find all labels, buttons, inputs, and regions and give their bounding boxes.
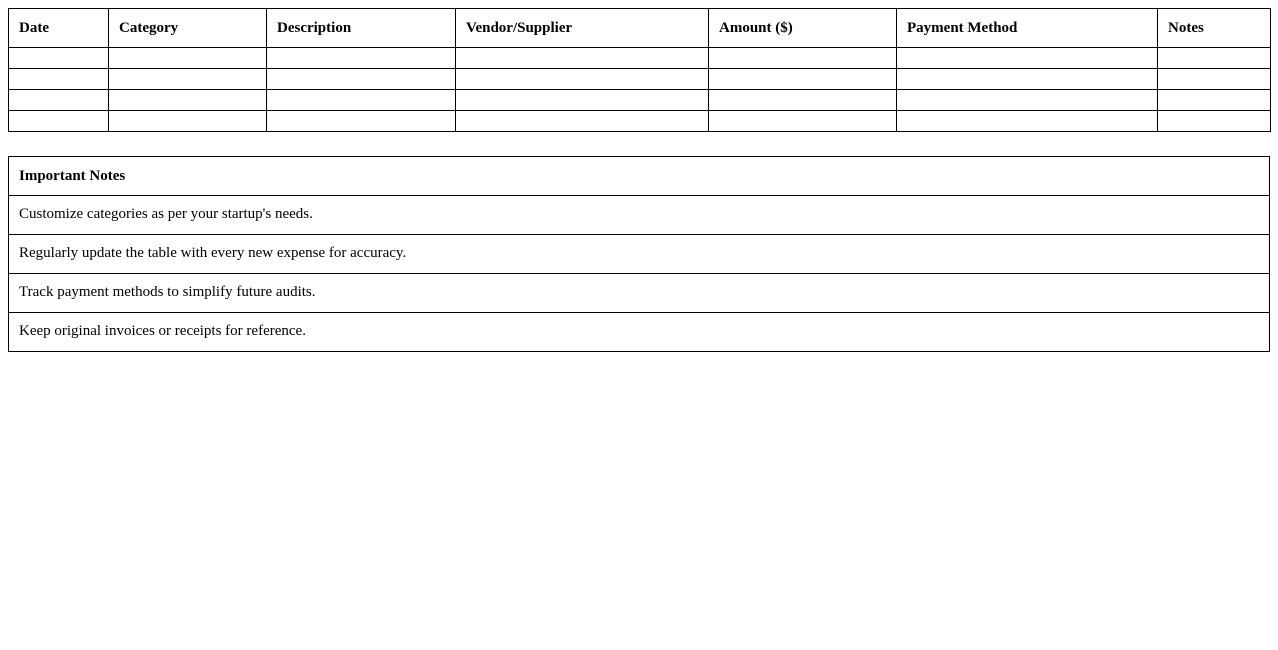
table-row — [9, 69, 1271, 90]
table-row — [9, 48, 1271, 69]
table-cell-notes[interactable] — [1158, 69, 1271, 90]
table-cell-date[interactable] — [9, 69, 109, 90]
table-cell-description[interactable] — [267, 48, 456, 69]
table-cell-description[interactable] — [267, 90, 456, 111]
table-header-row — [9, 9, 1271, 48]
table-cell-payment-method[interactable] — [897, 48, 1158, 69]
note-row — [9, 196, 1270, 235]
column-header-payment-method: Payment Method — [897, 9, 1158, 48]
table-cell-vendor-supplier[interactable] — [456, 69, 709, 90]
important-notes-title: Important Notes — [9, 157, 1270, 196]
table-cell-payment-method[interactable] — [897, 111, 1158, 132]
table-cell-notes[interactable] — [1158, 90, 1271, 111]
note-item: Track payment methods to simplify future audits. — [9, 274, 1270, 313]
table-cell-notes[interactable] — [1158, 48, 1271, 69]
expense-table — [8, 8, 1271, 132]
table-cell-description[interactable] — [267, 69, 456, 90]
table-cell-amount[interactable] — [709, 48, 897, 69]
table-cell-payment-method[interactable] — [897, 90, 1158, 111]
table-cell-payment-method[interactable] — [897, 69, 1158, 90]
table-cell-description[interactable] — [267, 111, 456, 132]
table-row — [9, 111, 1271, 132]
table-cell-amount[interactable] — [709, 111, 897, 132]
note-row — [9, 235, 1270, 274]
column-header-category: Category — [109, 9, 267, 48]
note-row — [9, 274, 1270, 313]
table-cell-vendor-supplier[interactable] — [456, 90, 709, 111]
column-header-description: Description — [267, 9, 456, 48]
column-header-vendor-supplier: Vendor/Supplier — [456, 9, 709, 48]
table-cell-amount[interactable] — [709, 90, 897, 111]
table-cell-category[interactable] — [109, 69, 267, 90]
notes-header-row — [9, 157, 1270, 196]
table-cell-date[interactable] — [9, 90, 109, 111]
table-cell-vendor-supplier[interactable] — [456, 111, 709, 132]
important-notes-table — [8, 156, 1270, 352]
note-row — [9, 313, 1270, 352]
table-cell-date[interactable] — [9, 111, 109, 132]
table-cell-date[interactable] — [9, 48, 109, 69]
column-header-notes: Notes — [1158, 9, 1271, 48]
table-cell-category[interactable] — [109, 111, 267, 132]
table-cell-amount[interactable] — [709, 69, 897, 90]
table-cell-category[interactable] — [109, 48, 267, 69]
table-cell-vendor-supplier[interactable] — [456, 48, 709, 69]
table-cell-category[interactable] — [109, 90, 267, 111]
note-item: Keep original invoices or receipts for reference. — [9, 313, 1270, 352]
column-header-amount: Amount ($) — [709, 9, 897, 48]
note-item: Customize categories as per your startup's needs. — [9, 196, 1270, 235]
table-row — [9, 90, 1271, 111]
note-item: Regularly update the table with every new expense for accuracy. — [9, 235, 1270, 274]
table-cell-notes[interactable] — [1158, 111, 1271, 132]
column-header-date: Date — [9, 9, 109, 48]
